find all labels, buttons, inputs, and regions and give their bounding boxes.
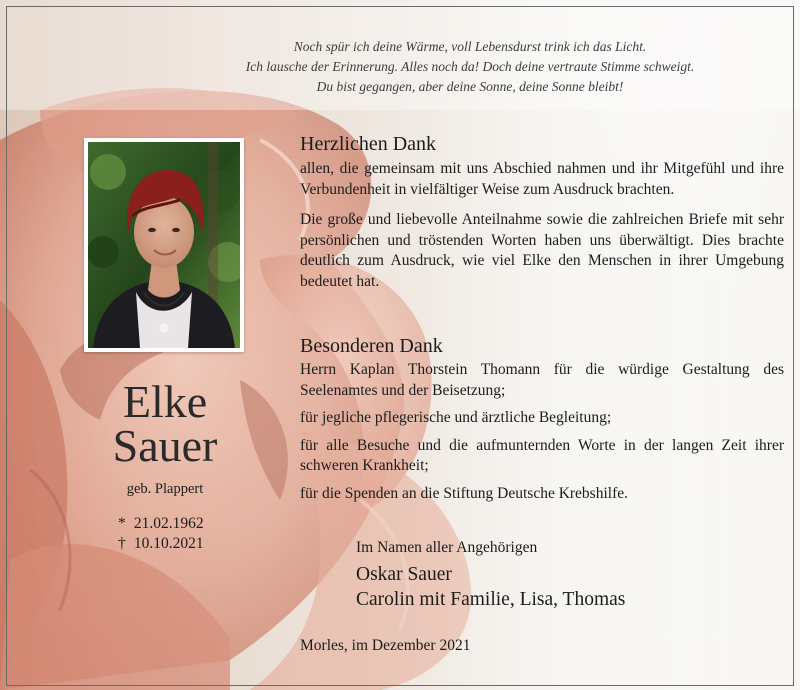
death-cross-icon: † — [118, 535, 126, 552]
special-thanks-section — [300, 334, 784, 504]
deceased-name — [90, 376, 240, 471]
death-date: 10.10.2021 — [133, 535, 204, 552]
birth-date-row — [118, 514, 204, 534]
thanks-heading: Herzlichen Dank — [300, 133, 437, 155]
signers-intro: Im Namen aller Angehörigen — [356, 539, 538, 556]
motto-line: Ich lausche der Erinnerung. Alles noch da! Doch deine vertraute Stimme schweigt. — [245, 59, 695, 74]
portrait-frame — [84, 138, 244, 352]
thanks-paragraph: allen, die gemeinsam mit uns Abschied nahmen und ihr Mitgefühl und ihre Verbundenheit in vielfältiger Weise zum Ausdruck brachten. — [300, 160, 784, 198]
special-thanks-item: für alle Besuche und die aufmunternden Worte in der langen Zeit ihrer schweren Krankheit; — [300, 436, 784, 474]
first-name: Elke — [122, 376, 208, 427]
death-date-row — [118, 534, 204, 554]
special-thanks-item: für die Spenden an die Stiftung Deutsche Krebshilfe. — [300, 484, 628, 502]
special-thanks-heading: Besonderen Dank — [300, 335, 443, 357]
special-thanks-item: für jegliche pflegerische und ärztliche Begleitung; — [300, 409, 612, 426]
signer-name: Oskar Sauer — [356, 564, 452, 585]
motto-line: Du bist gegangen, aber deine Sonne, deine Sonne bleibt! — [316, 79, 624, 94]
maiden-name: geb. Plappert — [126, 481, 204, 497]
signer-name: Carolin mit Familie, Lisa, Thomas — [356, 589, 626, 610]
place-date: Morles, im Dezember 2021 — [300, 637, 471, 654]
birth-date: 21.02.1962 — [133, 515, 204, 532]
thanks-paragraph: Die große und liebevolle Anteilnahme sowie die zahlreichen Briefe mit sehr persönlichen und tröstenden Worten haben uns überwältigt. Dies brachte deutlich zum Ausdruck, wie viel Elke den Menschen in ihrer Umgebung bedeutet hat. — [300, 211, 784, 290]
life-dates — [118, 514, 204, 554]
motto-poem — [170, 37, 770, 97]
signers-block — [356, 538, 625, 612]
special-thanks-item: Herrn Kaplan Thorstein Thomann für die würdige Gestaltung des Seelenamtes und der Beisetzung; — [300, 361, 784, 399]
portrait-photo — [88, 142, 240, 348]
motto-line: Noch spür ich deine Wärme, voll Lebensdurst trink ich das Licht. — [293, 39, 647, 54]
birth-star-icon: * — [118, 515, 126, 532]
thanks-section — [300, 132, 784, 292]
last-name: Sauer — [112, 420, 218, 471]
